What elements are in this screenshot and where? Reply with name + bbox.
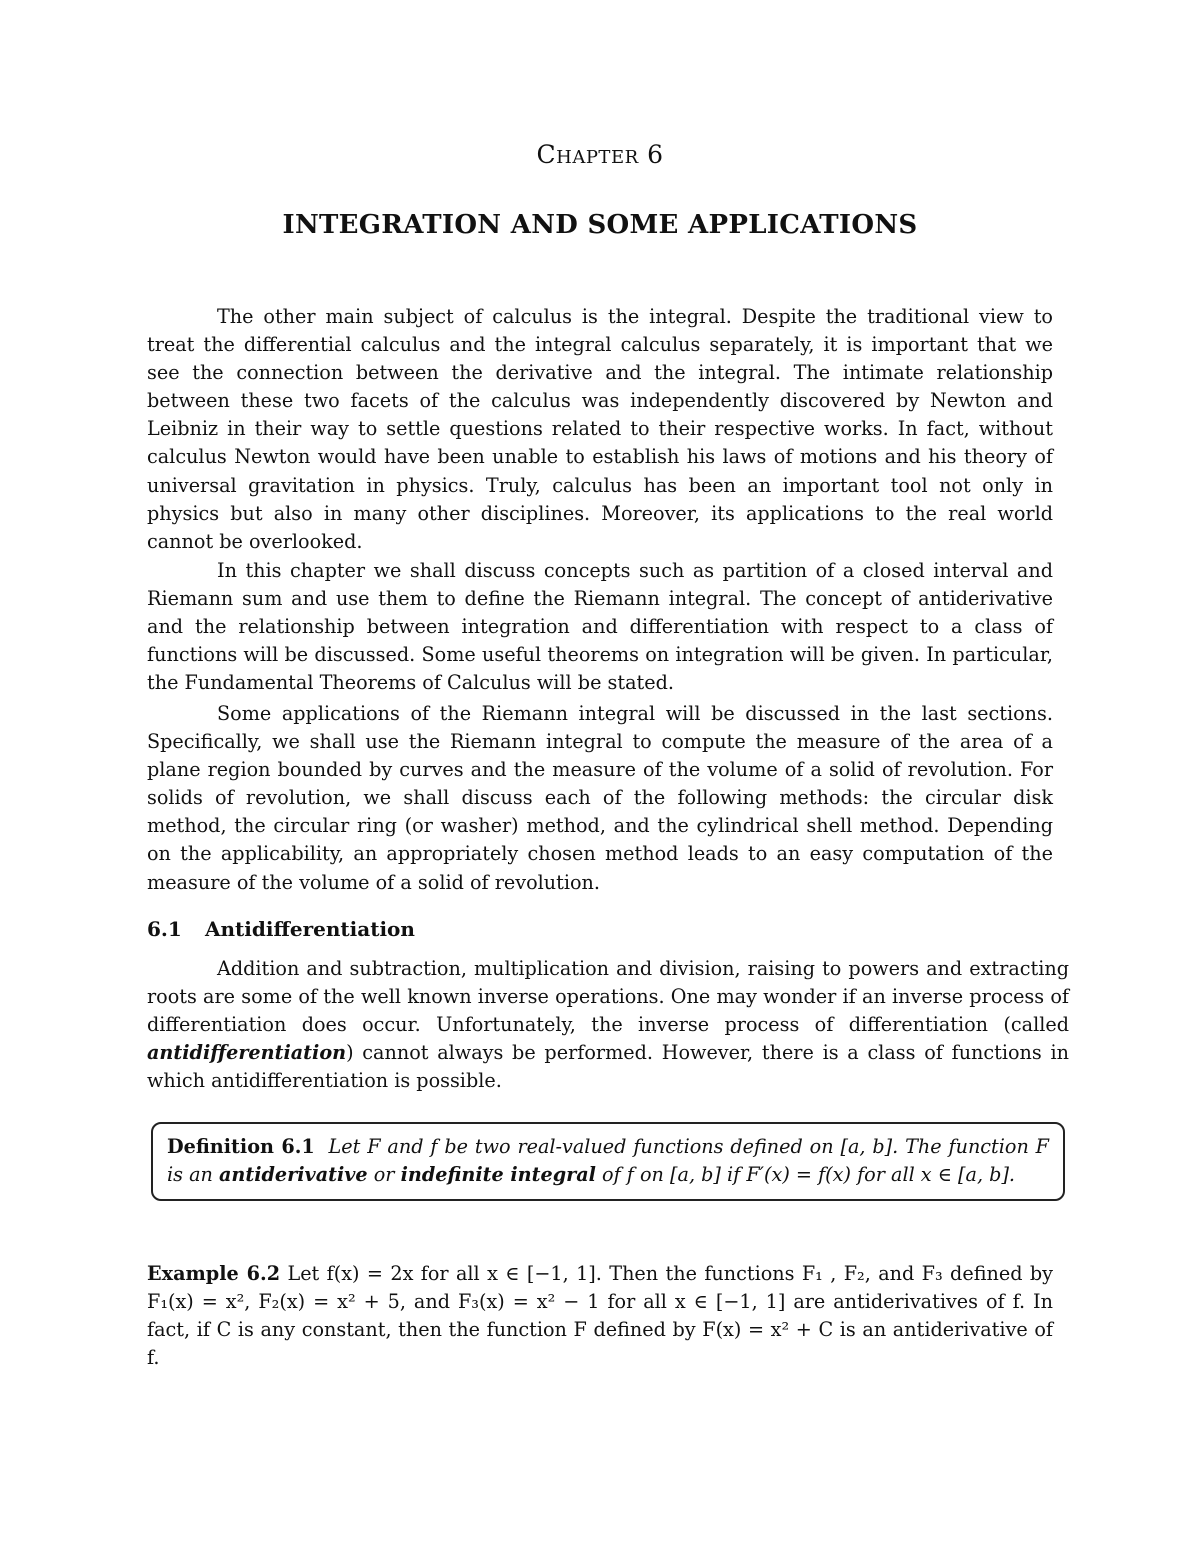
- emphasized-term: antidifferentiation: [147, 1041, 347, 1065]
- example-paragraph: [147, 1260, 1053, 1372]
- example-text: Let f(x) = 2x for all x ∈ [−1, 1]. Then the functions F₁ , F₂, and F₃ defined by F₁(x) = x², F₂(x) = x² + 5, and F₃(x) = x² − 1 for all x ∈ [−1, 1] are antiderivatives of f. In fact, if C is any constant, then the function F defined by F(x) = x² + C is an antiderivative of f.: [147, 1262, 1053, 1370]
- paragraph-text: Some applications of the Riemann integral will be discussed in the last sections. Specifically, we shall use the Riemann integral to compute the measure of the area of a plane region bounded by curves and the measure of the volume of a solid of revolution. For solids of revolution, we shall discuss each of the following methods: the circular disk method, the circular ring (or washer) method, and the cylindrical shell method. Depending on the applicability, an appropriately chosen method leads to an easy computation of the measure of the volume of a solid of revolution.: [147, 702, 1053, 894]
- definition-text-part: Let F and f be two real-valued functions defined on [a, b]. The function F is an: [167, 1135, 1049, 1187]
- paragraph-text: In this chapter we shall discuss concepts such as partition of a closed interval and Riemann sum and use them to define the Riemann integral. The concept of antiderivative and the relationship between integration and differentiation with respect to a class of functions will be discussed. Some useful theorems on integration will be given. In particular, the Fundamental Theorems of Calculus will be stated.: [147, 559, 1053, 695]
- paragraph-text-after: ) cannot always be performed. However, there is a class of functions in which antidifferentiation is possible.: [147, 1041, 1069, 1093]
- definition-term-antiderivative: antiderivative: [218, 1163, 368, 1187]
- definition-text-part: of f on [a, b] if F′(x) = f(x) for all x ∈ [a, b].: [595, 1163, 1016, 1187]
- paragraph-text: The other main subject of calculus is the integral. Despite the traditional view to treat the differential calculus and the integral calculus separately, it is important that we see the connection between the derivative and the integral. The intimate relationship between these two facets of the calculus was independently discovered by Newton and Leibniz in their way to settle questions related to their respective works. In fact, without calculus Newton would have been unable to establish his laws of motions and his theory of universal gravitation in physics. Truly, calculus has been an important tool not only in physics but also in many other disciplines. Moreover, its applications to the real world cannot be overlooked.: [147, 305, 1053, 553]
- paragraph-text-before: Addition and subtraction, multiplication and division, raising to powers and extracting roots are some of the well known inverse operations. One may wonder if an inverse process of differentiation does occur. Unfortunately, the inverse process of differentiation (called: [147, 957, 1069, 1037]
- section-title: Antidifferentiation: [205, 917, 415, 941]
- section-paragraph: [147, 955, 1069, 1095]
- definition-label: Definition 6.1: [167, 1135, 315, 1158]
- intro-paragraph-2: [147, 557, 1053, 697]
- section-number: 6.1: [147, 917, 182, 941]
- definition-text-part: or: [367, 1163, 401, 1187]
- definition-term-indefinite-integral: indefinite integral: [400, 1163, 596, 1187]
- section-heading: [147, 917, 415, 941]
- intro-paragraph-1: [147, 303, 1053, 556]
- chapter-title: INTEGRATION AND SOME APPLICATIONS: [282, 210, 918, 240]
- intro-paragraph-3: [147, 700, 1053, 897]
- chapter-label: Chapter 6: [536, 140, 664, 169]
- example-label: Example 6.2: [147, 1262, 281, 1285]
- definition-box: [151, 1122, 1065, 1201]
